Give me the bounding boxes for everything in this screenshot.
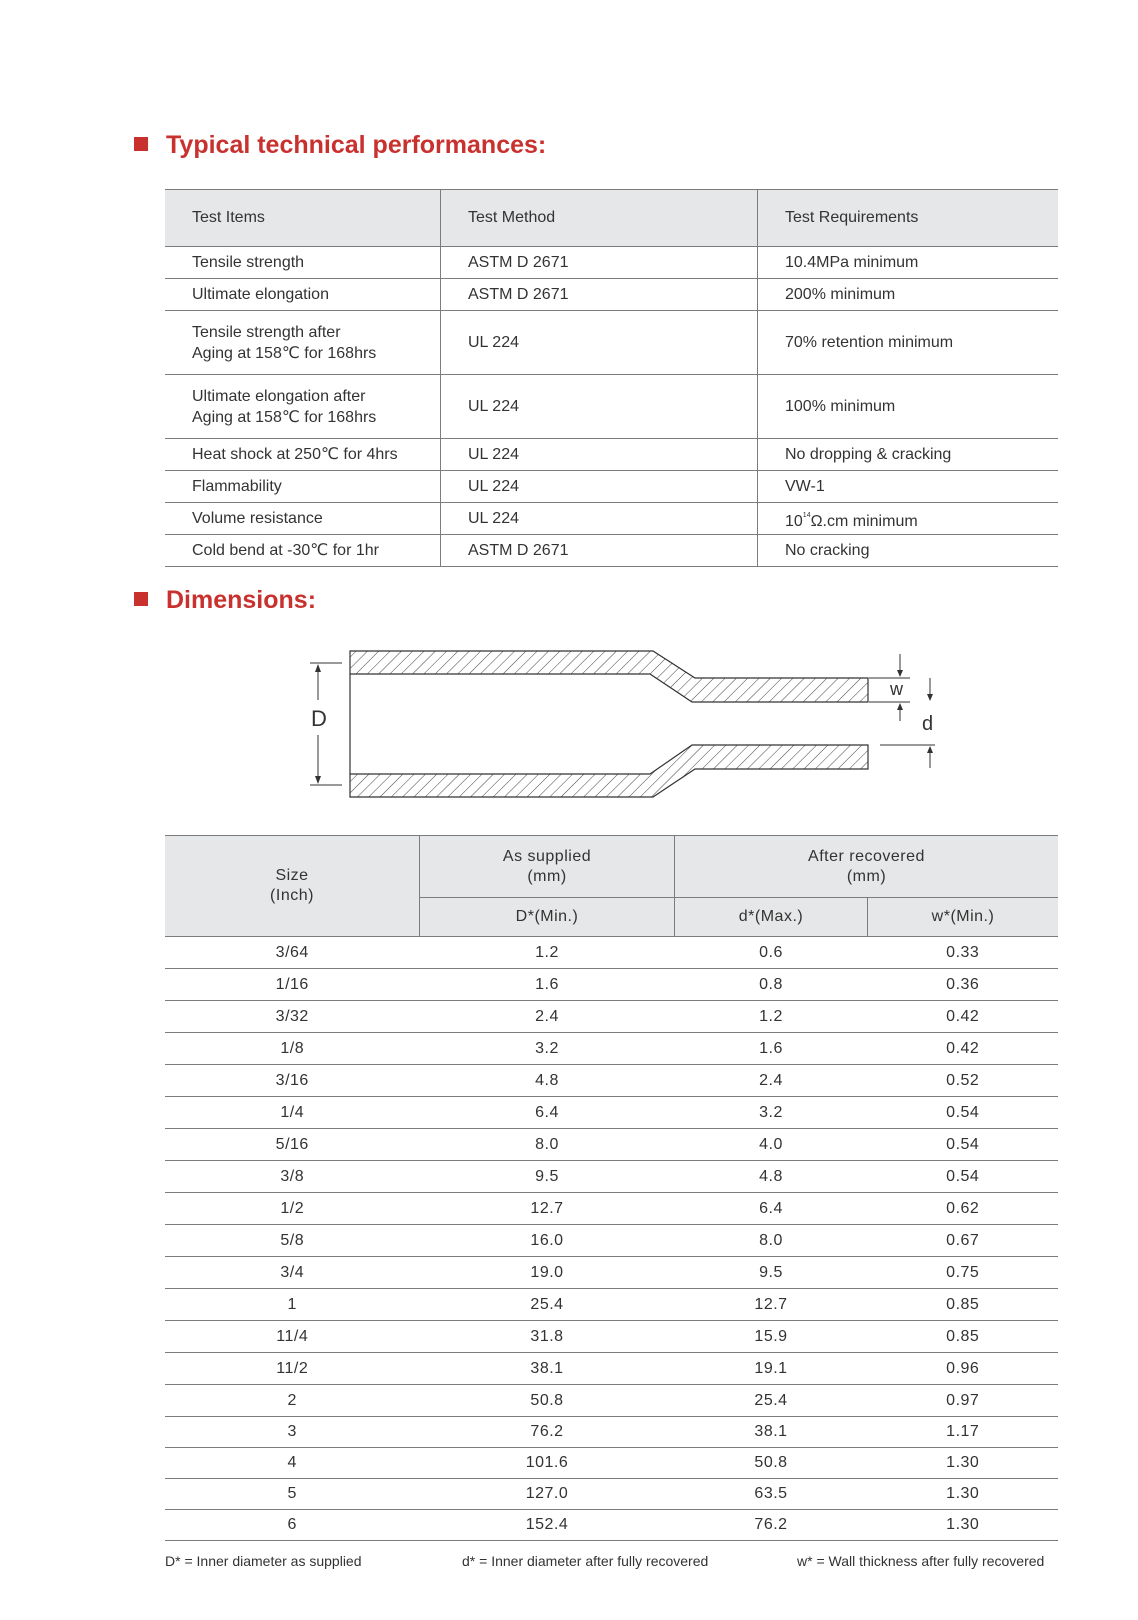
dimensions-table xyxy=(165,835,1058,1541)
D-cell: 12.7 xyxy=(420,1193,675,1225)
w-cell: 0.97 xyxy=(868,1385,1059,1417)
tube-top-wall xyxy=(350,651,868,702)
test-method: UL 224 xyxy=(441,439,758,471)
test-item: Tensile strength xyxy=(165,247,441,279)
w-cell: 0.36 xyxy=(868,969,1059,1001)
table-row xyxy=(165,1097,1058,1129)
size-cell: 3/64 xyxy=(165,937,420,969)
table-row xyxy=(165,1193,1058,1225)
table-row xyxy=(165,1385,1058,1417)
header-D-min: D*(Min.) xyxy=(420,898,675,937)
w-cell: 0.52 xyxy=(868,1065,1059,1097)
w-cell: 1.30 xyxy=(868,1479,1059,1510)
d-cell: 12.7 xyxy=(675,1289,868,1321)
test-method: ASTM D 2671 xyxy=(441,279,758,311)
d-cell: 6.4 xyxy=(675,1193,868,1225)
test-item: Heat shock at 250℃ for 4hrs xyxy=(165,439,441,471)
d-cell: 76.2 xyxy=(675,1510,868,1541)
size-cell: 1 xyxy=(165,1289,420,1321)
test-requirement: VW-1 xyxy=(758,471,1059,503)
w-dimension-marker xyxy=(869,654,910,721)
size-cell: 5/8 xyxy=(165,1225,420,1257)
size-cell: 4 xyxy=(165,1448,420,1479)
test-requirement: 100% minimum xyxy=(758,375,1059,439)
D-cell: 16.0 xyxy=(420,1225,675,1257)
size-cell: 11/4 xyxy=(165,1321,420,1353)
w-cell: 1.17 xyxy=(868,1417,1059,1448)
header-w-min: w*(Min.) xyxy=(868,898,1059,937)
table-row xyxy=(165,1225,1058,1257)
table-row xyxy=(165,1289,1058,1321)
dimensions-title-text: Dimensions: xyxy=(166,586,317,614)
header-after-recovered-unit: (mm) xyxy=(846,867,887,885)
D-cell: 3.2 xyxy=(420,1033,675,1065)
D-cell: 50.8 xyxy=(420,1385,675,1417)
size-cell: 5/16 xyxy=(165,1129,420,1161)
test-method: UL 224 xyxy=(441,471,758,503)
D-cell: 152.4 xyxy=(420,1510,675,1541)
size-cell: 3/32 xyxy=(165,1001,420,1033)
w-cell: 0.42 xyxy=(868,1033,1059,1065)
d-cell: 1.2 xyxy=(675,1001,868,1033)
d-cell: 4.0 xyxy=(675,1129,868,1161)
test-item-line2: Aging at 158℃ for 168hrs xyxy=(192,408,377,426)
size-cell: 1/2 xyxy=(165,1193,420,1225)
D-cell: 6.4 xyxy=(420,1097,675,1129)
size-cell: 6 xyxy=(165,1510,420,1541)
size-cell: 11/2 xyxy=(165,1353,420,1385)
w-cell: 0.54 xyxy=(868,1161,1059,1193)
d-cell: 9.5 xyxy=(675,1257,868,1289)
w-cell: 0.85 xyxy=(868,1289,1059,1321)
D-cell: 38.1 xyxy=(420,1353,675,1385)
D-cell: 1.2 xyxy=(420,937,675,969)
D-label: D xyxy=(311,706,327,731)
table-row xyxy=(165,1510,1058,1541)
w-cell: 1.30 xyxy=(868,1448,1059,1479)
test-requirement: 10.4MPa minimum xyxy=(758,247,1059,279)
D-dimension-marker xyxy=(310,663,342,785)
test-item: Flammability xyxy=(165,471,441,503)
D-cell: 19.0 xyxy=(420,1257,675,1289)
test-item: Volume resistance xyxy=(165,503,441,535)
D-cell: 9.5 xyxy=(420,1161,675,1193)
test-item-line1: Tensile strength after xyxy=(192,323,341,341)
size-cell: 1/16 xyxy=(165,969,420,1001)
d-cell: 50.8 xyxy=(675,1448,868,1479)
size-cell: 5 xyxy=(165,1479,420,1510)
w-cell: 0.33 xyxy=(868,937,1059,969)
test-requirement: No cracking xyxy=(758,535,1059,567)
header-as-supplied xyxy=(420,836,675,898)
dimensions-header-row xyxy=(165,836,1058,898)
test-method: UL 224 xyxy=(441,311,758,375)
test-item: Cold bend at -30℃ for 1hr xyxy=(165,535,441,567)
test-method: UL 224 xyxy=(441,503,758,535)
test-item-line2: Aging at 158℃ for 168hrs xyxy=(192,344,377,362)
d-cell: 63.5 xyxy=(675,1479,868,1510)
header-as-supplied-unit: (mm) xyxy=(527,867,567,885)
header-after-recovered xyxy=(675,836,1059,898)
d-cell: 15.9 xyxy=(675,1321,868,1353)
D-cell: 4.8 xyxy=(420,1065,675,1097)
size-cell: 2 xyxy=(165,1385,420,1417)
d-cell: 3.2 xyxy=(675,1097,868,1129)
test-method: UL 224 xyxy=(441,375,758,439)
w-cell: 0.54 xyxy=(868,1129,1059,1161)
header-test-items: Test Items xyxy=(165,190,441,247)
performance-title-text: Typical technical performances: xyxy=(166,131,547,159)
D-cell: 8.0 xyxy=(420,1129,675,1161)
header-test-requirements: Test Requirements xyxy=(758,190,1059,247)
test-method: ASTM D 2671 xyxy=(441,535,758,567)
table-row xyxy=(165,937,1058,969)
test-requirement: No dropping & cracking xyxy=(758,439,1059,471)
size-cell: 3/16 xyxy=(165,1065,420,1097)
D-cell: 76.2 xyxy=(420,1417,675,1448)
table-row xyxy=(165,1065,1058,1097)
size-cell: 1/8 xyxy=(165,1033,420,1065)
header-size-unit: (Inch) xyxy=(270,887,314,904)
w-cell: 0.67 xyxy=(868,1225,1059,1257)
D-cell: 1.6 xyxy=(420,969,675,1001)
header-size-label: Size xyxy=(275,867,309,884)
req-base: 10 xyxy=(785,513,803,530)
test-requirement: 70% retention minimum xyxy=(758,311,1059,375)
size-cell: 3 xyxy=(165,1417,420,1448)
table-row xyxy=(165,1353,1058,1385)
w-label: w xyxy=(890,679,903,699)
table-row xyxy=(165,969,1058,1001)
d-cell: 38.1 xyxy=(675,1417,868,1448)
D-cell: 127.0 xyxy=(420,1479,675,1510)
footnote-D: D* = Inner diameter as supplied xyxy=(165,1553,362,1569)
header-after-recovered-label: After recovered xyxy=(808,847,925,865)
table-row xyxy=(165,1448,1058,1479)
w-cell: 0.85 xyxy=(868,1321,1059,1353)
d-cell: 19.1 xyxy=(675,1353,868,1385)
w-cell: 1.30 xyxy=(868,1510,1059,1541)
d-cell: 2.4 xyxy=(675,1065,868,1097)
table-row xyxy=(165,1479,1058,1510)
d-cell: 0.6 xyxy=(675,937,868,969)
d-cell: 1.6 xyxy=(675,1033,868,1065)
footnote-w: w* = Wall thickness after fully recovered xyxy=(797,1553,1045,1569)
test-item: Ultimate elongation xyxy=(165,279,441,311)
table-row xyxy=(165,1033,1058,1065)
table-row xyxy=(165,1257,1058,1289)
req-exponent: 14 xyxy=(802,512,811,519)
header-size xyxy=(165,836,420,937)
w-cell: 0.96 xyxy=(868,1353,1059,1385)
tube-bottom-wall xyxy=(350,745,868,797)
table-row xyxy=(165,1129,1058,1161)
header-d-max: d*(Max.) xyxy=(675,898,868,937)
header-as-supplied-label: As supplied xyxy=(502,847,592,865)
d-label: d xyxy=(922,713,934,735)
d-dimension-marker xyxy=(880,678,935,768)
D-cell: 31.8 xyxy=(420,1321,675,1353)
test-requirement: 200% minimum xyxy=(758,279,1059,311)
D-cell: 2.4 xyxy=(420,1001,675,1033)
size-cell: 1/4 xyxy=(165,1097,420,1129)
w-cell: 0.42 xyxy=(868,1001,1059,1033)
w-cell: 0.62 xyxy=(868,1193,1059,1225)
test-item-line1: Ultimate elongation after xyxy=(192,387,366,405)
header-test-method: Test Method xyxy=(441,190,758,247)
size-cell: 3/4 xyxy=(165,1257,420,1289)
footnote-d: d* = Inner diameter after fully recovered xyxy=(462,1553,709,1569)
w-cell: 0.54 xyxy=(868,1097,1059,1129)
table-row xyxy=(165,1321,1058,1353)
table-row xyxy=(165,1161,1058,1193)
req-rest: Ω.cm minimum xyxy=(810,513,918,530)
test-method: ASTM D 2671 xyxy=(441,247,758,279)
w-cell: 0.75 xyxy=(868,1257,1059,1289)
D-cell: 25.4 xyxy=(420,1289,675,1321)
table-row xyxy=(165,1001,1058,1033)
d-cell: 8.0 xyxy=(675,1225,868,1257)
d-cell: 25.4 xyxy=(675,1385,868,1417)
table-row xyxy=(165,1417,1058,1448)
d-cell: 0.8 xyxy=(675,969,868,1001)
d-cell: 4.8 xyxy=(675,1161,868,1193)
D-cell: 101.6 xyxy=(420,1448,675,1479)
size-cell: 3/8 xyxy=(165,1161,420,1193)
